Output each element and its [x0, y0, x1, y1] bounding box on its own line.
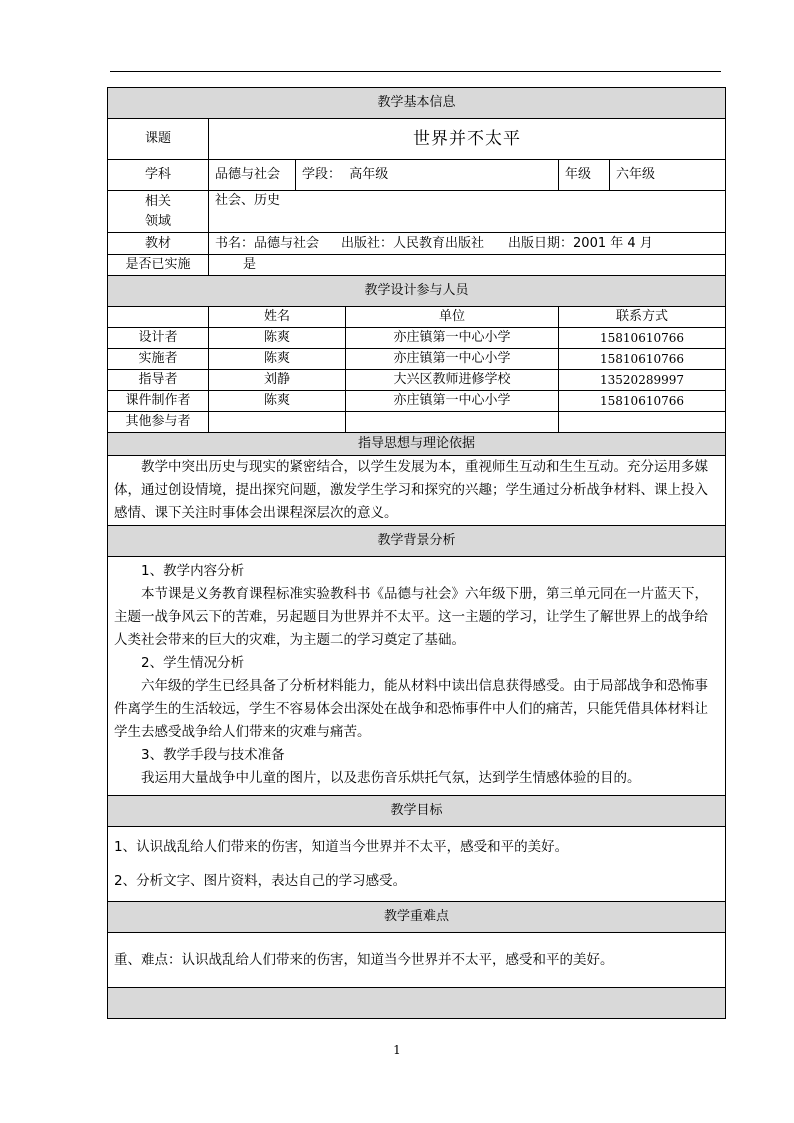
row-field: [108, 191, 726, 233]
table-row: [108, 412, 726, 433]
participant-unit: [346, 412, 559, 433]
background-content: [108, 557, 726, 796]
publisher: 出版社：人民教育出版社: [341, 235, 485, 251]
table-row: [108, 349, 726, 370]
participant-phone: 15810610766: [559, 349, 726, 370]
paragraph: 本节课是义务教育课程标准实验教科书《品德与社会》六年级下册，第三单元同在一片蓝天下，主题一战争风云下的苦难，另起题目为世界并不太平。这一主题的学习，让学生了解世界上的战争给人类社会带来的巨大的灾难，为主题二的学习奠定了基础。: [114, 586, 708, 648]
publish-date: 出版日期：2001 年 4 月: [508, 235, 653, 251]
subject-label: 学科: [108, 160, 209, 191]
participant-unit: 亦庄镇第一中心小学: [346, 391, 559, 412]
section-guide: [108, 433, 726, 456]
section-empty: [108, 988, 726, 1019]
section-participants: [108, 276, 726, 307]
document-page: [107, 87, 725, 1019]
guide-text: 教学中突出历史与现实的紧密结合，以学生发展为本，重视师生互动和生生互动。充分运用多媒体，通过创设情境，提出探究问题，激发学生学习和探究的兴趣；学生通过分析战争材料、课上投入感情、课下关注时事体会出课程深层次的意义。: [114, 459, 708, 521]
col-unit-header: 单位: [346, 307, 559, 328]
empty-section-bar: [108, 988, 726, 1019]
participant-role: 课件制作者: [108, 391, 209, 412]
stage-label: 学段：: [302, 167, 342, 182]
participant-phone: 15810610766: [559, 328, 726, 349]
participant-phone: [559, 412, 726, 433]
participant-role: 其他参与者: [108, 412, 209, 433]
table-row: [108, 391, 726, 412]
paragraph: 我运用大量战争中儿童的图片，以及悲伤音乐烘托气氛，达到学生情感体验的目的。: [141, 770, 641, 786]
page-number: 1: [393, 1043, 401, 1057]
field-label-line1: 相关: [144, 193, 171, 209]
participant-role: 设计者: [108, 328, 209, 349]
lesson-plan-table: [107, 87, 726, 1019]
subject-value: 品德与社会: [209, 160, 296, 191]
participant-name: 陈爽: [209, 328, 346, 349]
section-title: 教学重难点: [108, 902, 726, 933]
participant-role: 指导者: [108, 370, 209, 391]
subheading: 2、学生情况分析: [141, 655, 245, 671]
participant-role: 实施者: [108, 349, 209, 370]
implemented-label: 是否已实施: [108, 255, 209, 276]
row-implemented: [108, 255, 726, 276]
field-value: 社会、历史: [209, 191, 726, 233]
col-name-header: 姓名: [209, 307, 346, 328]
participant-phone: 15810610766: [559, 391, 726, 412]
topic-label: 课题: [108, 119, 209, 160]
goal-item: 1、认识战乱给人们带来的伤害，知道当今世界并不太平，感受和平的美好。: [114, 839, 569, 855]
participant-unit: 亦庄镇第一中心小学: [346, 328, 559, 349]
section-title: 教学背景分析: [108, 526, 726, 557]
book-name: 书名：品德与社会: [215, 235, 320, 251]
field-label: [108, 191, 209, 233]
row-textbook: [108, 233, 726, 255]
participants-header-row: [108, 307, 726, 328]
section-keypoints: [108, 902, 726, 933]
grade-label: 年级: [559, 160, 610, 191]
guide-content: [108, 456, 726, 526]
keypoints-content: [108, 933, 726, 988]
textbook-label: 教材: [108, 233, 209, 255]
subheading: 1、教学内容分析: [141, 563, 245, 579]
row-topic: [108, 119, 726, 160]
subheading: 3、教学手段与技术准备: [141, 747, 285, 763]
field-label-line2: 领域: [144, 213, 171, 229]
participant-name: 刘静: [209, 370, 346, 391]
guide-text-cell: [108, 456, 726, 526]
table-row: [108, 370, 726, 391]
col-contact-header: 联系方式: [559, 307, 726, 328]
participant-name: 陈爽: [209, 391, 346, 412]
section-basic-info: [108, 88, 726, 119]
participant-unit: 亦庄镇第一中心小学: [346, 349, 559, 370]
goals-content: [108, 827, 726, 902]
background-text-cell: [108, 557, 726, 796]
paragraph: 六年级的学生已经具备了分析材料能力，能从材料中读出信息获得感受。由于局部战争和恐怖事件离学生的生活较远，学生不容易体会出深处在战争和恐怖事件中人们的痛苦，只能凭借具体材料让学生去感受战争给人们带来的灾难与痛苦。: [114, 678, 708, 740]
topic-value: 世界并不太平: [209, 119, 726, 160]
section-goals: [108, 796, 726, 827]
implemented-value: 是: [209, 255, 726, 276]
textbook-value: [209, 233, 726, 255]
section-title: 教学设计参与人员: [108, 276, 726, 307]
table-row: [108, 328, 726, 349]
row-subject: [108, 160, 726, 191]
participant-name: [209, 412, 346, 433]
stage-cell: [296, 160, 559, 191]
participant-phone: 13520289997: [559, 370, 726, 391]
participant-unit: 大兴区教师进修学校: [346, 370, 559, 391]
section-background: [108, 526, 726, 557]
grade-value: 六年级: [610, 160, 726, 191]
participant-name: 陈爽: [209, 349, 346, 370]
header-blank: [108, 307, 209, 328]
keypoints-text: 重、难点：认识战乱给人们带来的伤害，知道当今世界并不太平，感受和平的美好。: [108, 933, 726, 988]
section-title: 指导思想与理论依据: [108, 433, 726, 456]
stage-value: 高年级: [349, 167, 389, 182]
header-rule: [110, 71, 721, 72]
section-title: 教学基本信息: [108, 88, 726, 119]
goals-text-cell: [108, 827, 726, 902]
goal-item: 2、分析文字、图片资料，表达自己的学习感受。: [114, 873, 407, 889]
section-title: 教学目标: [108, 796, 726, 827]
